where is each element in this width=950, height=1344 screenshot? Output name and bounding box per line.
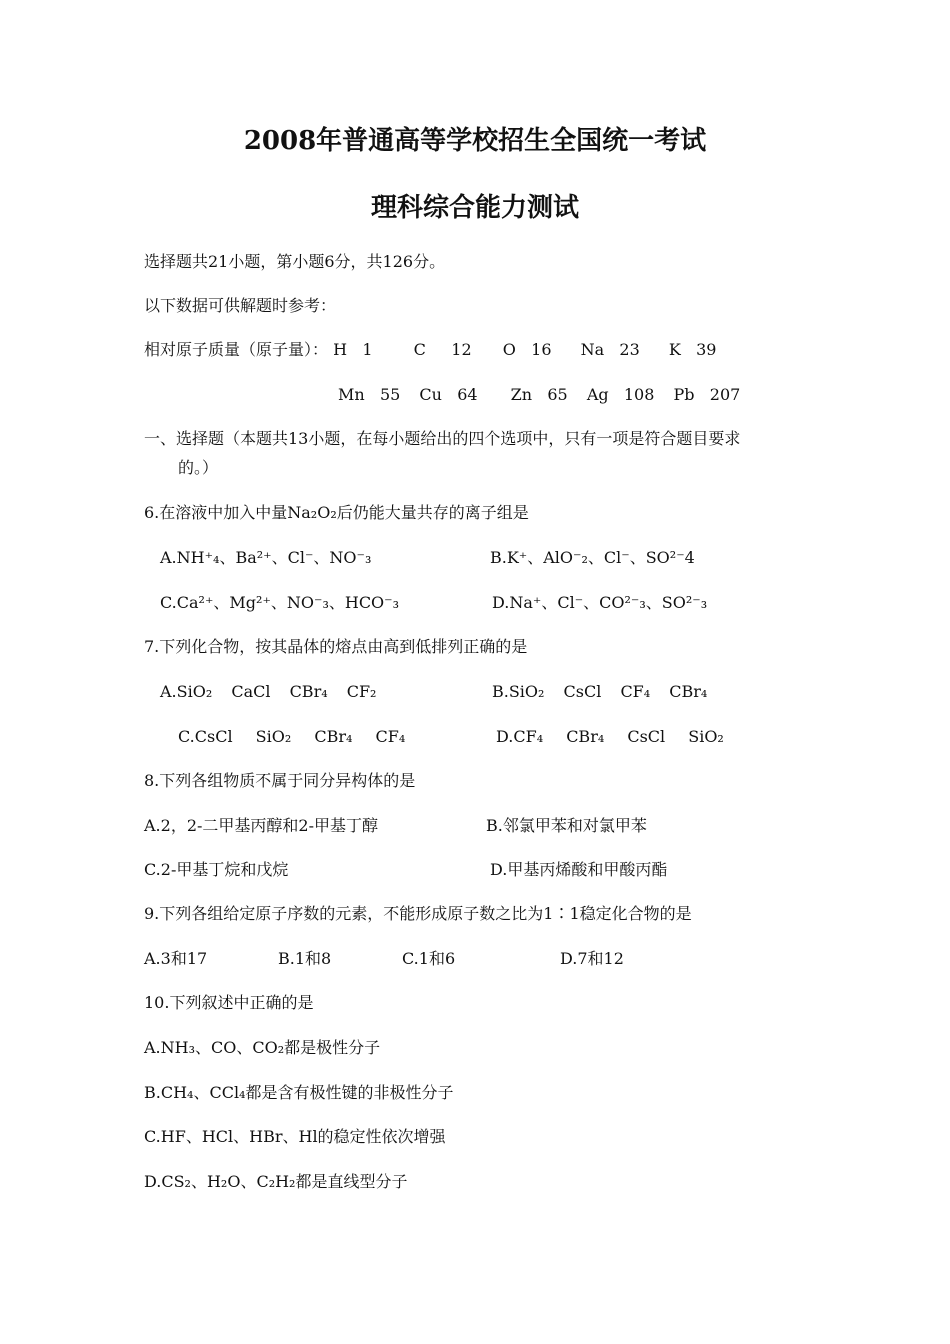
question-8-stem: 8.下列各组物质不属于同分异构体的是 (144, 771, 416, 790)
atomic-mass-label: 相对原子质量（原子量）： (144, 340, 329, 359)
question-10-option-c: C.HF、HCl、HBr、Hl的稳定性依次增强 (144, 1127, 446, 1146)
question-9-option-a: A.3和17 (144, 949, 208, 968)
question-8-option-a: A.2，2-二甲基丙醇和2-甲基丁醇 (144, 816, 378, 835)
atomic-mass-item: Ag 108 (586, 385, 655, 404)
question-7-option-c: C.CsCl SiO₂ CBr₄ CF₄ (178, 727, 406, 746)
question-7-stem: 7.下列化合物，按其晶体的熔点由高到低排列正确的是 (144, 637, 528, 656)
question-8-option-d: D.甲基丙烯酸和甲酸丙酯 (490, 860, 668, 879)
intro-line: 选择题共21小题，第小题6分，共126分。 (144, 252, 446, 271)
atomic-mass-item: Mn 55 (338, 385, 401, 404)
question-6-option-d: D.Na⁺、Cl⁻、CO²⁻₃、SO²⁻₃ (492, 593, 708, 612)
question-7-option-d: D.CF₄ CBr₄ CsCl SiO₂ (496, 727, 724, 746)
question-10-option-b: B.CH₄、CCl₄都是含有极性键的非极性分子 (144, 1083, 454, 1102)
question-6-option-b: B.K⁺、AlO⁻₂、Cl⁻、SO²⁻4 (490, 548, 695, 567)
atomic-mass-item: Pb 207 (673, 385, 741, 404)
question-6-option-a: A.NH⁺₄、Ba²⁺、Cl⁻、NO⁻₃ (160, 548, 372, 567)
section-heading: 一、选择题（本题共13小题，在每小题给出的四个选项中，只有一项是符合题目要求 (144, 429, 741, 448)
reference-intro: 以下数据可供解题时参考： (144, 296, 337, 315)
question-10-option-d: D.CS₂、H₂O、C₂H₂都是直线型分子 (144, 1172, 408, 1191)
question-9-option-d: D.7和12 (560, 949, 624, 968)
question-9-stem: 9.下列各组给定原子序数的元素，不能形成原子数之比为1∶1稳定化合物的是 (144, 904, 692, 923)
exam-title: 2008年普通高等学校招生全国统一考试 (243, 126, 707, 156)
question-7-option-a: A.SiO₂ CaCl CBr₄ CF₂ (160, 682, 377, 701)
question-10-stem: 10.下列叙述中正确的是 (144, 993, 314, 1012)
question-9-option-b: B.1和8 (278, 949, 332, 968)
question-6-option-c: C.Ca²⁺、Mg²⁺、NO⁻₃、HCO⁻₃ (160, 593, 400, 612)
atomic-mass-row-2 (338, 387, 754, 403)
atomic-mass-item: C 12 (413, 340, 472, 359)
atomic-mass-item: Zn 65 (510, 385, 568, 404)
question-6-stem: 6.在溶液中加入中量Na₂O₂后仍能大量共存的离子组是 (144, 503, 529, 522)
question-9-option-c: C.1和6 (402, 949, 456, 968)
atomic-mass-item: O 16 (502, 340, 552, 359)
question-7-option-b: B.SiO₂ CsCl CF₄ CBr₄ (492, 682, 708, 701)
exam-subtitle: 理科综合能力测试 (370, 193, 579, 223)
atomic-mass-item: K 39 (668, 340, 717, 359)
atomic-mass-item: Cu 64 (419, 385, 478, 404)
question-10-option-a: A.NH₃、CO、CO₂都是极性分子 (144, 1038, 381, 1057)
section-heading-cont: 的。） (178, 458, 219, 477)
atomic-mass-item: H 1 (333, 340, 373, 359)
question-8-option-b: B.邻氯甲苯和对氯甲苯 (486, 816, 647, 835)
question-8-option-c: C.2-甲基丁烷和戊烷 (144, 860, 289, 879)
atomic-mass-item: Na 23 (580, 340, 640, 359)
atomic-mass-row-1 (144, 342, 730, 358)
